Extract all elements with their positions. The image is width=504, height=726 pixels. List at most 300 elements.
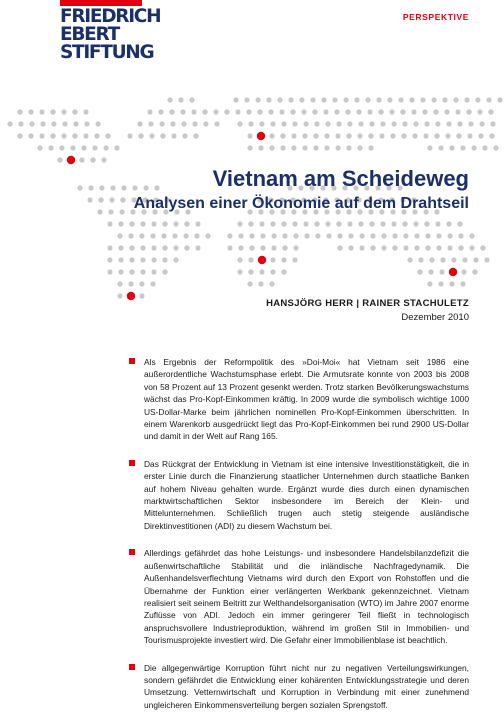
map-dot [411, 109, 416, 114]
map-dot [140, 245, 145, 250]
map-dot-highlight [449, 268, 457, 276]
map-dot [159, 121, 164, 126]
map-dot [79, 157, 84, 162]
map-dot [238, 233, 243, 238]
map-dot [17, 133, 22, 138]
map-dot [292, 257, 297, 262]
map-dot [453, 97, 458, 102]
map-dot [120, 197, 125, 202]
map-dot [151, 269, 156, 274]
map-dot [434, 133, 439, 138]
map-dot [456, 133, 461, 138]
map-dot [235, 109, 240, 114]
map-dot [90, 157, 95, 162]
map-dot [158, 109, 163, 114]
map-dot [314, 221, 319, 226]
map-dot [379, 133, 384, 138]
map-dot [334, 109, 339, 114]
map-dot [312, 109, 317, 114]
logo-line: FRIEDRICH [60, 6, 161, 27]
map-dot [291, 145, 296, 150]
summary-paragraph [129, 662, 469, 712]
map-dot [202, 109, 207, 114]
map-dot [237, 121, 242, 126]
map-dot [313, 133, 318, 138]
map-dot [337, 245, 342, 250]
map-dot [247, 145, 252, 150]
map-dot [50, 133, 55, 138]
map-dot [129, 257, 134, 262]
map-dot [62, 121, 67, 126]
bullet-square-icon [129, 549, 135, 555]
map-dot [173, 245, 178, 250]
map-dot [154, 185, 159, 190]
map-dot [205, 233, 210, 238]
map-dot [413, 221, 418, 226]
map-dot [281, 257, 286, 262]
map-dot [97, 209, 102, 214]
map-dot [83, 109, 88, 114]
map-dot [468, 121, 473, 126]
map-dot [268, 109, 273, 114]
map-dot [348, 233, 353, 238]
map-dot [435, 121, 440, 126]
map-dot [121, 185, 126, 190]
map-dot [325, 121, 330, 126]
map-dot [401, 133, 406, 138]
paragraph-text: Die allgegenwärtige Korruption führt nicht nur zu negativen Verteilungswirkungen, sondern gefährdet die Entwicklung einer kohärenten Entwicklungsstrategie und deren Umsetzung. Vetternwirtschaft und Korruption in Verbindung mit einer zunehmend ungleicheren Einkommensverteilung bergen sozialen Sprengstoff. [144, 662, 469, 710]
map-dot [259, 269, 264, 274]
map-dot [370, 233, 375, 238]
map-dot [458, 245, 463, 250]
map-dot [107, 221, 112, 226]
map-dot [460, 281, 465, 286]
map-dot [59, 145, 64, 150]
map-dot [447, 233, 452, 238]
map-dot [281, 221, 286, 226]
map-dot [180, 109, 185, 114]
map-dot [248, 269, 253, 274]
map-dot [72, 133, 77, 138]
map-dot [413, 121, 418, 126]
map-dot [314, 121, 319, 126]
map-dot [299, 97, 304, 102]
map-dot [195, 245, 200, 250]
map-dot [303, 221, 308, 226]
map-dot [172, 233, 177, 238]
map-dot [83, 133, 88, 138]
map-dot [336, 121, 341, 126]
map-dot [184, 245, 189, 250]
map-dot [189, 97, 194, 102]
map-dot [110, 185, 115, 190]
map-dot [28, 133, 33, 138]
map-dot [139, 293, 144, 298]
paragraph-text: Als Ergebnis der Reformpolitik des »Doi-Moi« hat Vietnam seit 1986 eine außerordentliche Wachstumsphase erlebt. Die Armutsrate konnte von 2003 bis 2008 von 58 Prozent auf 13 Prozent gesenkt werden. Trotz starken Bevölkerungswachstums wächst das Pro-Kopf-Einkommen kräftig. In 2009 wurde die symbolisch wichtige 1000 US-Dollar-Marke beim jährlichen nominellen Pro-Kopf-Einkommen überschritten. In einem Warenkorb ausgedrückt liegt das Pro-Kopf-Einkommen bei rund 2900 US-Dollar und damit in der Welt auf Rang 165. [144, 357, 469, 442]
map-dot [173, 221, 178, 226]
map-dot [291, 133, 296, 138]
map-dot [445, 133, 450, 138]
map-dot-highlight [258, 256, 266, 264]
map-dot [358, 121, 363, 126]
map-dot [101, 157, 106, 162]
map-dot [140, 269, 145, 274]
map-dot [493, 145, 498, 150]
map-dot [497, 97, 502, 102]
map-dot [479, 121, 484, 126]
map-dot [51, 121, 56, 126]
map-dot [105, 133, 110, 138]
map-dot [412, 133, 417, 138]
map-dot [170, 121, 175, 126]
summary-paragraphs [129, 356, 469, 726]
paragraph-text: Allerdings gefährdet das hohe Leistungs- und insbesondere Handelsbilanzdefizit die außenwirtschaftliche Stabilität und die inländische Nachfragedynamik. Die Außenhandelsverflechtung Vietnams wird durch den Export von Rohstoffen und die Übernahme der Funktion einer verlängerten Werkbank gekennzeichnet. Vietnam realisiert seit seinem Beitritt zur Welthandelsorganisation (WTO) im Jahre 2007 enorme Zuflüsse von ADI. Jedoch ein immer geringerer Teil fließt in technologisch anspruchsvollere Industrieproduktion, während im großen Stil in Immobilien- und Tourismusprojekte investiert wird. Die Gefahr einer Immobilienblase ist beachtlich. [144, 548, 469, 646]
map-dot [477, 109, 482, 114]
map-dot [369, 121, 374, 126]
map-dot [398, 97, 403, 102]
map-dot [356, 109, 361, 114]
map-dot [436, 245, 441, 250]
map-dot [29, 121, 34, 126]
map-dot [171, 133, 176, 138]
map-dot [281, 269, 286, 274]
map-dot [238, 245, 243, 250]
map-dot [73, 121, 78, 126]
map-dot [99, 185, 104, 190]
map-dot [381, 245, 386, 250]
map-dot [337, 233, 342, 238]
map-dot [118, 269, 123, 274]
map-dot [480, 245, 485, 250]
map-dot [440, 257, 445, 262]
map-dot [249, 245, 254, 250]
map-dot [489, 133, 494, 138]
map-dot [233, 97, 238, 102]
map-dot [409, 97, 414, 102]
map-dot [259, 221, 264, 226]
logo-line: STIFTUNG [60, 42, 154, 63]
map-dot [81, 145, 86, 150]
map-dot [92, 145, 97, 150]
map-dot [269, 145, 274, 150]
map-dot [260, 233, 265, 238]
map-dot [270, 221, 275, 226]
map-dot [257, 109, 262, 114]
map-dot [400, 109, 405, 114]
map-dot [490, 121, 495, 126]
summary-paragraph [129, 356, 469, 443]
map-dot [280, 145, 285, 150]
map-dot [129, 245, 134, 250]
map-dot [244, 97, 249, 102]
map-dot [140, 257, 145, 262]
map-dot [162, 221, 167, 226]
map-dot [336, 221, 341, 226]
map-dot [484, 257, 489, 262]
summary-paragraph [129, 458, 469, 532]
map-dot [119, 209, 124, 214]
map-dot [414, 233, 419, 238]
map-dot [118, 221, 123, 226]
map-dot [357, 145, 362, 150]
fes-logo [60, 6, 161, 63]
map-dot [280, 133, 285, 138]
map-dot [451, 257, 456, 262]
bullet-square-icon [129, 358, 135, 364]
map-dot [161, 233, 166, 238]
map-dot [464, 97, 469, 102]
map-dot [139, 281, 144, 286]
map-dot [95, 121, 100, 126]
map-dot [192, 121, 197, 126]
map-dot [449, 281, 454, 286]
map-dot [150, 281, 155, 286]
map-dot [271, 233, 276, 238]
map-dot [114, 145, 119, 150]
map-dot [462, 257, 467, 262]
map-dot [315, 233, 320, 238]
section-label: PERSPEKTIVE [402, 12, 469, 22]
map-dot [460, 145, 465, 150]
map-dot [368, 133, 373, 138]
map-dot [214, 121, 219, 126]
map-dot [118, 245, 123, 250]
map-dot [224, 109, 229, 114]
map-dot [70, 145, 75, 150]
map-dot [357, 133, 362, 138]
map-dot [61, 109, 66, 114]
map-dot [369, 221, 374, 226]
map-dot [447, 245, 452, 250]
map-dot [293, 245, 298, 250]
map-dot [449, 145, 454, 150]
map-dot [387, 97, 392, 102]
map-dot [423, 133, 428, 138]
map-dot [390, 133, 395, 138]
map-dot [428, 269, 433, 274]
map-dot [270, 269, 275, 274]
map-dot [347, 121, 352, 126]
map-dot [471, 145, 476, 150]
map-dot [439, 269, 444, 274]
map-dot [335, 133, 340, 138]
map-dot [368, 145, 373, 150]
map-dot [178, 97, 183, 102]
map-dot [162, 257, 167, 262]
map-dot [270, 257, 275, 262]
map-dot [181, 121, 186, 126]
logo-line: EBERT [60, 24, 119, 45]
map-dot [167, 97, 172, 102]
map-dot [403, 233, 408, 238]
map-dot [39, 133, 44, 138]
map-dot [304, 233, 309, 238]
map-dot [292, 121, 297, 126]
page-subtitle: Analysen einer Ökonomie auf dem Drahtseil [133, 195, 469, 212]
map-dot [391, 221, 396, 226]
map-dot [433, 109, 438, 114]
map-dot [128, 233, 133, 238]
map-dot [422, 109, 427, 114]
map-dot [160, 133, 165, 138]
map-dot [332, 97, 337, 102]
map-dot [321, 97, 326, 102]
paragraph-text: Das Rückgrat der Entwicklung in Vietnam ist eine intensive Investitionstätigkeit, die in erster Linie durch die Finanzierung staatlicher Unternehmen durch staatliche Banken auf hohem Niveau gehalten wurde. Ergänzt wurde dies durch einen dynamischen marktwirtschaftlichen Sektor insbesondere im Bereich der Klein- und Mittelunternehmen. Schließlich trugen auch stetig steigende ausländische Direktinvestitionen (ADI) zu diesem Wachstum bei. [144, 458, 469, 531]
map-dot [277, 97, 282, 102]
map-dot [129, 269, 134, 274]
map-dot [258, 145, 263, 150]
map-dot [258, 281, 263, 286]
map-dot [282, 233, 287, 238]
map-dot [392, 245, 397, 250]
map-dot [117, 233, 122, 238]
map-dot [457, 221, 462, 226]
map-dot [345, 109, 350, 114]
map-dot [359, 245, 364, 250]
map-dot [50, 109, 55, 114]
map-dot [438, 281, 443, 286]
map-dot-highlight [127, 292, 135, 300]
map-dot [107, 245, 112, 250]
page-title: Vietnam am Scheideweg [212, 166, 469, 191]
map-dot [246, 109, 251, 114]
map-dot [358, 221, 363, 226]
map-dot [282, 245, 287, 250]
map-dot [109, 197, 114, 202]
map-dot [348, 245, 353, 250]
map-dot [444, 109, 449, 114]
map-dot [281, 121, 286, 126]
map-dot [359, 233, 364, 238]
publication-date: Dezember 2010 [401, 312, 469, 323]
map-dot [288, 97, 293, 102]
map-dot [381, 233, 386, 238]
map-dot [269, 133, 274, 138]
map-dot [301, 109, 306, 114]
map-dot [414, 245, 419, 250]
map-dot [162, 245, 167, 250]
map-dot [324, 145, 329, 150]
map-dot [343, 97, 348, 102]
map-dot [469, 245, 474, 250]
map-dot [269, 281, 274, 286]
map-dot [237, 221, 242, 226]
map-dot [403, 245, 408, 250]
map-dot [380, 221, 385, 226]
summary-paragraph [129, 547, 469, 646]
map-dot [418, 257, 423, 262]
map-dot [346, 133, 351, 138]
map-dot [128, 281, 133, 286]
map-dot [61, 133, 66, 138]
map-dot [467, 133, 472, 138]
map-dot [466, 109, 471, 114]
map-dot [213, 109, 218, 114]
map-dot [183, 233, 188, 238]
map-dot [17, 109, 22, 114]
map-dot [39, 109, 44, 114]
map-dot [436, 233, 441, 238]
map-dot [458, 233, 463, 238]
map-dot [354, 97, 359, 102]
map-dot [173, 257, 178, 262]
map-dot [107, 269, 112, 274]
map-dot [237, 269, 242, 274]
bullet-square-icon [129, 460, 135, 466]
map-dot [138, 133, 143, 138]
map-dot [438, 145, 443, 150]
map-dot [194, 233, 199, 238]
map-dot [431, 97, 436, 102]
map-dot [473, 257, 478, 262]
map-dot [139, 233, 144, 238]
map-dot [302, 133, 307, 138]
map-dot [149, 133, 154, 138]
map-dot [402, 121, 407, 126]
map-dot [7, 121, 12, 126]
map-dot [380, 121, 385, 126]
map-dot [147, 109, 152, 114]
map-dot [195, 221, 200, 226]
map-dot [429, 257, 434, 262]
map-dot [103, 145, 108, 150]
map-dot [392, 233, 397, 238]
map-dot [457, 121, 462, 126]
map-dot [162, 269, 167, 274]
map-dot [77, 185, 82, 190]
map-dot [486, 97, 491, 102]
map-dot [367, 109, 372, 114]
map-dot-highlight [257, 132, 265, 140]
map-dot [151, 221, 156, 226]
map-dot [108, 209, 113, 214]
map-dot [191, 109, 196, 114]
map-dot [290, 109, 295, 114]
map-dot [482, 145, 487, 150]
map-dot [94, 133, 99, 138]
map-dot [370, 245, 375, 250]
map-dot [427, 281, 432, 286]
map-dot [237, 257, 242, 262]
map-dot [118, 257, 123, 262]
map-dot [391, 121, 396, 126]
map-dot [442, 97, 447, 102]
map-dot [303, 121, 308, 126]
map-dot [37, 145, 42, 150]
map-dot [227, 233, 232, 238]
map-dot [461, 269, 466, 274]
map-dot [28, 109, 33, 114]
map-dot [84, 121, 89, 126]
map-dot [260, 245, 265, 250]
map-dot [376, 97, 381, 102]
map-dot [488, 109, 493, 114]
map-dot [203, 121, 208, 126]
map-dot [420, 97, 425, 102]
map-dot [248, 257, 253, 262]
map-dot [446, 121, 451, 126]
map-dot [40, 121, 45, 126]
map-dot [143, 185, 148, 190]
map-dot [140, 221, 145, 226]
map-dot [469, 233, 474, 238]
map-dot [347, 221, 352, 226]
bullet-square-icon [129, 664, 135, 670]
map-dot [255, 97, 260, 102]
map-dot [48, 145, 53, 150]
map-dot [402, 221, 407, 226]
map-dot [475, 97, 480, 102]
